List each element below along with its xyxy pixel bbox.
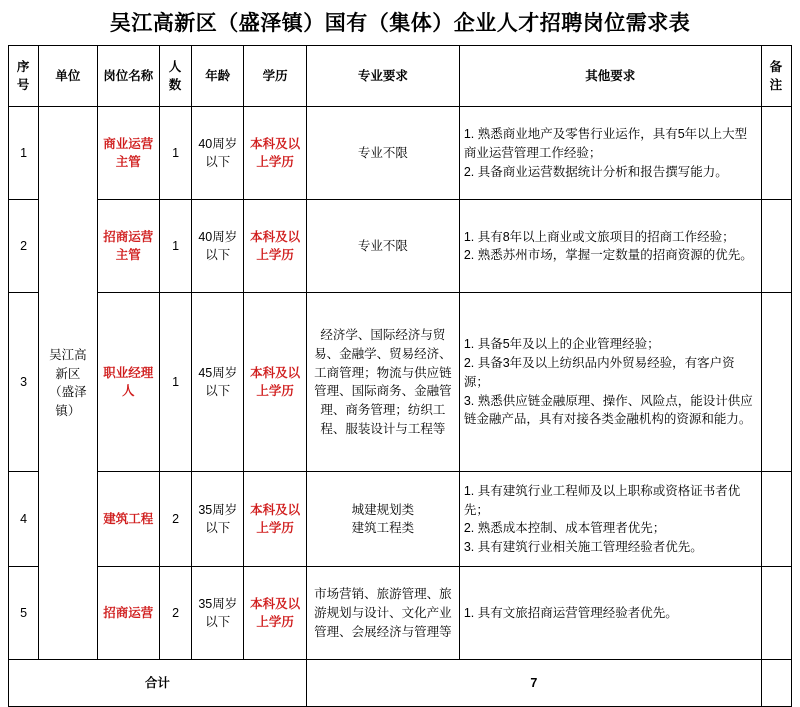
cell-age: 40周岁以下 <box>192 107 244 200</box>
cell-post: 职业经理人 <box>97 293 159 472</box>
page-title: 吴江高新区（盛泽镇）国有（集体）企业人才招聘岗位需求表 <box>109 12 691 35</box>
cell-education: 本科及以上学历 <box>244 472 306 567</box>
table-row <box>9 107 792 200</box>
cell-age: 45周岁以下 <box>192 293 244 472</box>
cell-post: 商业运营主管 <box>97 107 159 200</box>
table-total-row <box>9 660 792 707</box>
cell-number: 1 <box>159 293 191 472</box>
cell-age: 40周岁以下 <box>192 200 244 293</box>
cell-other: 1. 具有文旅招商运营管理经验者优先。 <box>459 567 761 660</box>
cell-note <box>761 107 791 200</box>
cell-major: 专业不限 <box>306 107 459 200</box>
cell-number: 1 <box>159 200 191 293</box>
cell-other: 1. 具有8年以上商业或文旅项目的招商工作经验； 2. 熟悉苏州市场，掌握一定数量的招商资源的优先。 <box>459 200 761 293</box>
table-row <box>9 567 792 660</box>
cell-seq: 5 <box>9 567 39 660</box>
cell-age: 35周岁以下 <box>192 472 244 567</box>
table-body <box>9 107 792 707</box>
cell-note <box>761 293 791 472</box>
header-other: 其他要求 <box>459 46 761 107</box>
total-value: 7 <box>306 660 761 707</box>
cell-note <box>761 472 791 567</box>
cell-education: 本科及以上学历 <box>244 567 306 660</box>
cell-post: 建筑工程 <box>97 472 159 567</box>
cell-post: 招商运营主管 <box>97 200 159 293</box>
cell-other: 1. 具备5年及以上的企业管理经验； 2. 具备3年及以上纺织品内外贸易经验，有客户资源； 3. 熟悉供应链金融原理、操作、风险点，能设计供应链金融产品，具有对接各类金融机构的资源和能力。 <box>459 293 761 472</box>
cell-major: 市场营销、旅游管理、旅游规划与设计、文化产业管理、会展经济与管理等 <box>306 567 459 660</box>
cell-education: 本科及以上学历 <box>244 107 306 200</box>
cell-major: 经济学、国际经济与贸易、金融学、贸易经济、工商管理；物流与供应链管理、国际商务、金融管理、商务管理；纺织工程、服装设计与工程等 <box>306 293 459 472</box>
header-note: 备注 <box>761 46 791 107</box>
cell-other: 1. 具有建筑行业工程师及以上职称或资格证书者优先； 2. 熟悉成本控制、成本管理者优先； 3. 具有建筑行业相关施工管理经验者优先。 <box>459 472 761 567</box>
total-label: 合计 <box>9 660 307 707</box>
cell-seq: 1 <box>9 107 39 200</box>
header-unit: 单位 <box>39 46 97 107</box>
header-seq: 序号 <box>9 46 39 107</box>
cell-other: 1. 熟悉商业地产及零售行业运作，具有5年以上大型商业运营管理工作经验； 2. 具备商业运营数据统计分析和报告撰写能力。 <box>459 107 761 200</box>
cell-major: 城建规划类 建筑工程类 <box>306 472 459 567</box>
cell-age: 35周岁以下 <box>192 567 244 660</box>
cell-note <box>761 200 791 293</box>
header-age: 年龄 <box>192 46 244 107</box>
cell-number: 1 <box>159 107 191 200</box>
table-header <box>9 46 792 107</box>
table-row <box>9 293 792 472</box>
recruitment-table <box>8 45 792 707</box>
cell-seq: 2 <box>9 200 39 293</box>
cell-education: 本科及以上学历 <box>244 293 306 472</box>
cell-unit: 吴江高新区（盛泽镇） <box>39 107 97 660</box>
cell-education: 本科及以上学历 <box>244 200 306 293</box>
cell-seq: 4 <box>9 472 39 567</box>
cell-note <box>761 567 791 660</box>
header-number: 人数 <box>159 46 191 107</box>
cell-number: 2 <box>159 567 191 660</box>
table-row <box>9 200 792 293</box>
cell-major: 专业不限 <box>306 200 459 293</box>
total-note <box>761 660 791 707</box>
cell-post: 招商运营 <box>97 567 159 660</box>
table-row <box>9 472 792 567</box>
cell-seq: 3 <box>9 293 39 472</box>
header-education: 学历 <box>244 46 306 107</box>
header-post: 岗位名称 <box>97 46 159 107</box>
cell-number: 2 <box>159 472 191 567</box>
header-major: 专业要求 <box>306 46 459 107</box>
